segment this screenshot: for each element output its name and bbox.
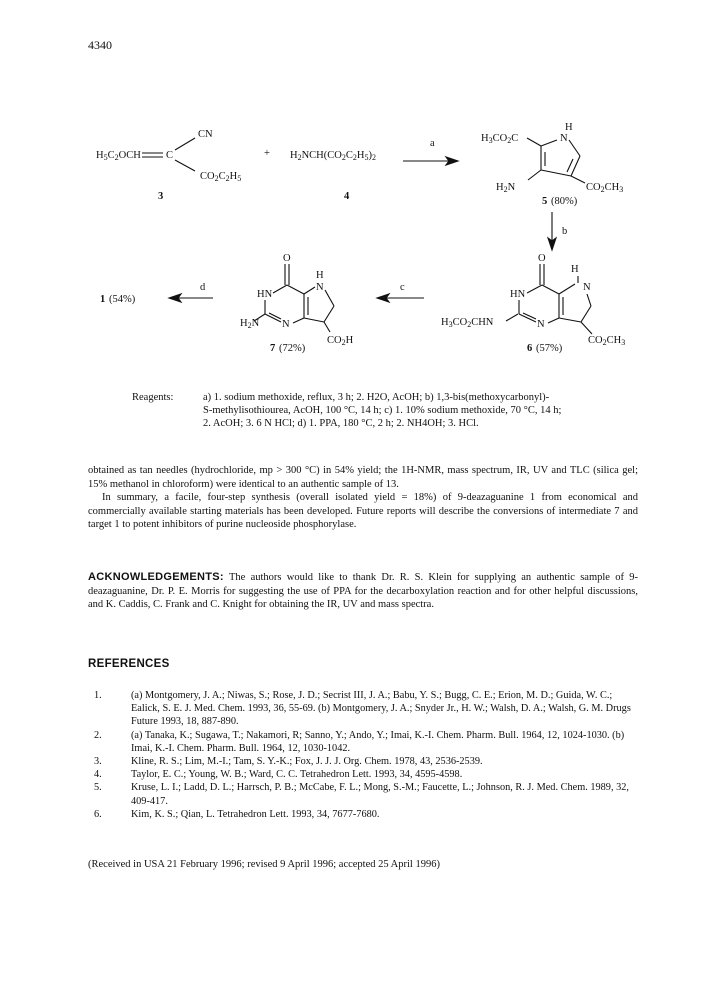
reagents-line-1: a) 1. sodium methoxide, reflux, 3 h; 2. H2O, AcOH; b) 1,3-bis(methoxycarbonyl)- xyxy=(203,392,550,403)
arrow-c-label: c xyxy=(400,282,405,293)
page-number: 4340 xyxy=(88,38,112,52)
references-heading: REFERENCES xyxy=(88,658,170,670)
compound-5-left-sub: H3CO2C xyxy=(481,133,519,145)
compound-7-hn: HN xyxy=(257,289,273,300)
compound-4-label: 4 xyxy=(344,191,350,202)
reference-item xyxy=(88,781,643,807)
compound-7-label: 7 xyxy=(270,343,276,354)
body-text xyxy=(88,464,638,532)
compound-6-yield: (57%) xyxy=(536,343,563,354)
reference-text: (a) Tanaka, K.; Sugawa, T.; Nakamori, R; Sanno, Y.; Ando, Y.; Imai, K.-I. Chem. Pharm. Bull. 1964, 12, 1024-1030. (b) Imai, K.-I. Chem. Pharm. Bull. 1964, 12, 1030-1042. xyxy=(131,729,625,754)
reference-number: 3. xyxy=(94,756,102,768)
arrow-d-label: d xyxy=(200,282,206,293)
compound-3-ester: CO2C2H5 xyxy=(200,171,242,183)
reagents-line-2: S-methylisothiourea, AcOH, 100 °C, 14 h; c) 1. 10% sodium methoxide, 70 °C, 14 h; xyxy=(203,405,562,416)
compound-1-label: 1 xyxy=(100,294,106,305)
compound-7-o: O xyxy=(283,253,291,264)
reagents-line-3: 2. AcOH; 3. 6 N HCl; d) 1. PPA, 180 °C, 2 h; 2. NH4OH; 3. HCl. xyxy=(203,418,479,429)
compound-7-yield: (72%) xyxy=(279,343,306,354)
paragraph-conclusion-product: obtained as tan needles (hydrochloride, mp > 300 °C) in 54% yield; the 1H-NMR, mass spectrum, IR, UV and TLC (silica gel; 15% methanol in chloroform) were identical to an authentic sample of 13. xyxy=(88,465,638,490)
paragraph-summary: In summary, a facile, four-step synthesis (overall isolated yield = 18%) of 9-deazaguanine 1 from economical and commercially available starting materials has been developed. Future reports will describe the conversions of intermediate 7 and target 1 to potent inhibitors of purine nucleoside phosphorylase. xyxy=(88,492,638,530)
compound-5-right-sub: CO2CH3 xyxy=(586,182,624,194)
compound-7-amine: H2N xyxy=(240,318,260,330)
arrow-a-label: a xyxy=(430,138,435,149)
reagents-text xyxy=(203,391,663,430)
reference-number: 4. xyxy=(94,769,102,781)
compound-6-n-ring: N xyxy=(537,319,545,330)
compound-6-n-top: N xyxy=(583,282,591,293)
compound-3-cn: CN xyxy=(198,129,213,140)
acknowledgements-heading: ACKNOWLEDGEMENTS: xyxy=(88,571,224,583)
reference-number: 1. xyxy=(94,690,102,701)
compound-3-label: 3 xyxy=(158,191,164,202)
acknowledgements xyxy=(88,571,638,612)
compound-5-label: 5 xyxy=(542,196,548,207)
compound-6-right-sub: CO2CH3 xyxy=(588,335,626,347)
compound-3-formula: H5C2OCH xyxy=(96,150,141,162)
compound-5-yield: (80%) xyxy=(551,196,578,207)
reference-item xyxy=(88,808,643,821)
reaction-scheme xyxy=(0,0,720,440)
reference-item xyxy=(88,768,643,781)
compound-7-n-top: N xyxy=(316,282,324,293)
reference-item xyxy=(88,755,643,768)
received-dates: (Received in USA 21 February 1996; revised 9 April 1996; accepted 25 April 1996) xyxy=(88,859,440,870)
compound-5-amine: H2N xyxy=(496,182,516,194)
compound-7-acid: CO2H xyxy=(327,335,354,347)
reference-item xyxy=(88,689,643,729)
compound-5-h: H xyxy=(565,122,573,133)
plus-sign: + xyxy=(264,148,270,159)
reference-text: Taylor, E. C.; Young, W. B.; Ward, C. C. Tetrahedron Lett. 1993, 34, 4595-4598. xyxy=(131,769,463,781)
acknowledgements-text: The authors would like to thank Dr. R. S. Klein for supplying an authentic sample of 9-deazaguanine, Dr. P. E. Morris for suggesting the use of PPA for the decarboxylation reaction and for other helpful discussions, and K. Caddis, C. Frank and C. Knight for obtaining the IR, UV and mass spectra. xyxy=(88,572,638,610)
compound-4-formula: H2NCH(CO2C2H5)2 xyxy=(290,150,376,162)
compound-7-h: H xyxy=(316,270,324,281)
reference-number: 6. xyxy=(94,808,102,820)
compound-6-hn: HN xyxy=(510,289,526,300)
references-list xyxy=(88,689,643,821)
reference-text: Kruse, L. I.; Ladd, D. L.; Harrsch, P. B.; McCabe, F. L.; Mong, S.-M.; Faucette, L.; Johnson, R. J. Med. Chem. 1989, 32, 409-417. xyxy=(131,782,629,807)
reference-text: Kim, K. S.; Qian, L. Tetrahedron Lett. 1993, 34, 7677-7680. xyxy=(131,808,380,820)
compound-6-o: O xyxy=(538,253,546,264)
compound-6-label: 6 xyxy=(527,343,533,354)
svg-text:C: C xyxy=(166,150,174,161)
arrow-b-label: b xyxy=(562,226,568,237)
reference-number: 2. xyxy=(94,729,102,741)
reagents-label: Reagents: xyxy=(132,392,174,403)
reference-text: (a) Montgomery, J. A.; Niwas, S.; Rose, J. D.; Secrist III, J. A.; Babu, Y. S.; Bugg, C. E.; Erion, M. D.; Guida, W. C.; Ealick, S. E. J. Med. Chem. 1993, 36, 55-69. (b) Montgomery, J. A.; Snyder Jr., H. W.; Walsh, D. A.; Walsh, G. M. Drugs Future 1993, 18, 887-890. xyxy=(131,690,631,728)
compound-6-left-sub: H3CO2CHN xyxy=(441,317,494,329)
reference-number: 5. xyxy=(94,782,102,794)
compound-5-n: N xyxy=(560,133,568,144)
compound-6-h: H xyxy=(571,264,579,275)
reference-item xyxy=(88,729,643,755)
reference-text: Kline, R. S.; Lim, M.-I.; Tam, S. Y.-K.; Fox, J. J. J. Org. Chem. 1978, 43, 2536-2539. xyxy=(131,756,483,768)
compound-7-n-ring: N xyxy=(282,319,290,330)
compound-1-yield: (54%) xyxy=(109,294,136,305)
